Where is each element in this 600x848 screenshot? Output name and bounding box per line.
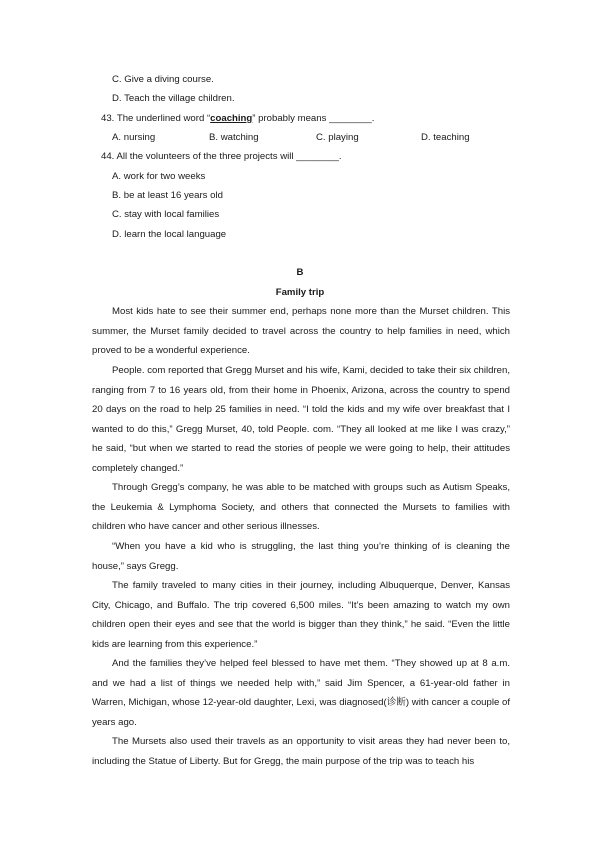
q44-option-b: B. be at least 16 years old [112,190,223,201]
paragraph-6: And the families they’ve helped feel blessed to have met them. “They showed up at 8 a.m. and we had a list of things we needed help with,” said Jim Spencer, a 61-year-old father in Warren, Michigan, whose 12-year-old daughter, Lexi, was diagnosed(诊断) with cancer a couple of years ago. [92,658,510,728]
q44-stem: 44. All the volunteers of the three projects will ________. [101,151,342,162]
q43-option-a: A. nursing [112,132,156,143]
paragraph-4: “When you have a kid who is struggling, the last thing you’re thinking of is cleaning the house,” says Gregg. [92,541,510,572]
q43-option-c: C. playing [316,132,359,143]
paragraph-5: The family traveled to many cities in their journey, including Albuquerque, Denver, Kansas City, Chicago, and Buffalo. The trip covered 6,500 miles. “It’s been amazing to watch my own children open their eyes and see that the world is bigger than they think,” he said. “Even the little kids are learning from this experience.” [92,580,510,650]
section-letter: B [296,267,304,278]
underlined-word: coaching [210,113,253,124]
paragraph-1: Most kids hate to see their summer end, perhaps none more than the Murset children. This summer, the Murset family decided to travel across the country to help families in need, which proved to be a wonderful experience. [92,306,510,357]
q44-option-c: C. stay with local families [112,209,220,220]
passage-title: Family trip [275,287,325,298]
q42-option-d: D. Teach the village children. [112,93,235,104]
paragraph-2: People. com reported that Gregg Murset and his wife, Kami, decided to take their six children, ranging from 7 to 16 years old, from their home in Phoenix, Arizona, across the country to spend 20 days on the road to help 25 families in need. “I told the kids and my wife over breakfast that I wanted to do this,” Gregg Murset, 40, told People. com. “They all looked at me like I was crazy,” he said, “but when we started to read the stories of people we were going to help, their attitudes completely changed.” [92,365,510,474]
q44-option-a: A. work for two weeks [112,171,206,182]
q43-stem: 43. The underlined word “coaching” probably means ________. [101,113,375,124]
paragraph-7: The Mursets also used their travels as an opportunity to visit areas they had never been to, including the Statue of Liberty. But for Gregg, the main purpose of the trip was to teach his [92,736,510,767]
q44-option-d: D. learn the local language [112,229,227,240]
q43-option-d: D. teaching [421,132,470,143]
q42-option-c: C. Give a diving course. [112,74,214,85]
q43-option-b: B. watching [209,132,259,143]
paragraph-3: Through Gregg’s company, he was able to be matched with groups such as Autism Speaks, the Leukemia & Lymphoma Society, and others that connected the Mursets to families with children who have cancer and other serious illnesses. [92,482,510,533]
